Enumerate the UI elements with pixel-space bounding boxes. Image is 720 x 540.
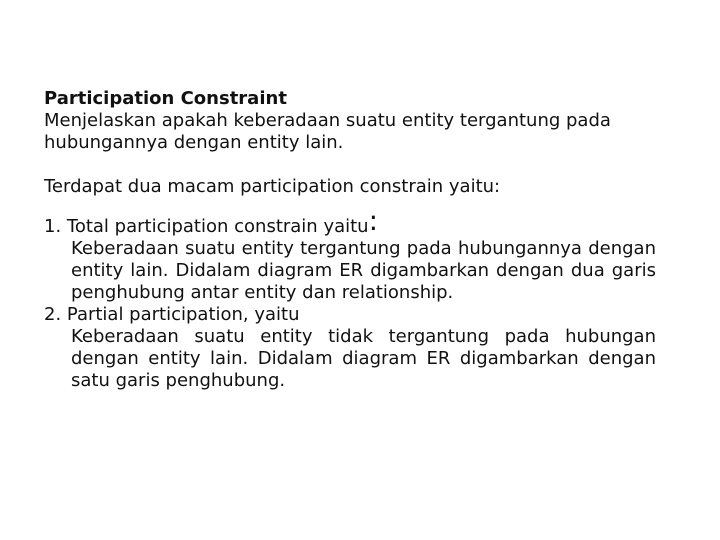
list-item-total	[44, 204, 656, 304]
list-item-partial	[44, 304, 656, 392]
spacer	[44, 154, 656, 176]
item-heading-total-text: 1. Total participation constrain yaitu	[44, 216, 369, 237]
item-heading-total	[44, 204, 656, 238]
item-heading-colon: :	[368, 204, 379, 237]
slide-title: Participation Constraint	[44, 88, 287, 109]
item-body-partial: Keberadaan suatu entity tidak tergantung pada hubungan dengan entity lain. Didalam diagram ER digambarkan dengan satu garis penghubung.	[71, 326, 656, 391]
intro-text: Terdapat dua macam participation constrain yaitu:	[44, 176, 501, 197]
slide-content	[44, 88, 656, 392]
definition-text: Menjelaskan apakah keberadaan suatu entity tergantung pada hubungannya dengan entity lain.	[44, 110, 611, 153]
item-body-total: Keberadaan suatu entity tergantung pada hubungannya dengan entity lain. Didalam diagram ER digambarkan dengan dua garis penghubung antar entity dan relationship.	[71, 238, 656, 303]
item-heading-partial: 2. Partial participation, yaitu	[44, 304, 300, 325]
